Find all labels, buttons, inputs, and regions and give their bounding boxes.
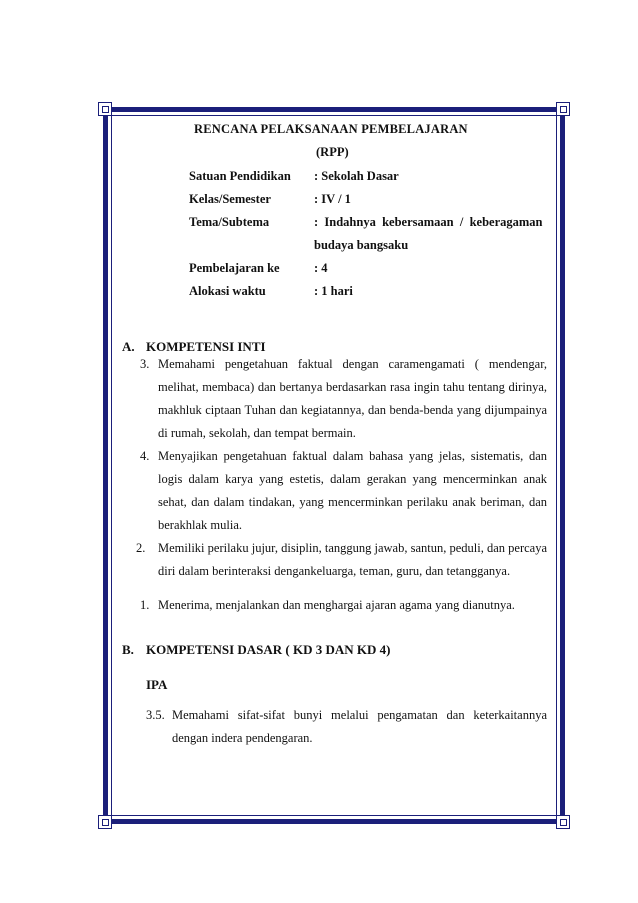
section-b-title: KOMPETENSI DASAR ( KD 3 DAN KD 4) <box>146 642 391 657</box>
section-a-letter: A. <box>122 339 135 354</box>
section-b-heading <box>122 642 390 658</box>
ki-item-text: Menerima, menjalankan dan menghargai ajaran agama yang dianutnya. <box>158 598 515 612</box>
border-inner-top <box>112 115 556 116</box>
border-bottom <box>108 819 560 824</box>
ki-item-number: 4. <box>140 449 150 463</box>
corner-ornament-top-left <box>98 102 112 116</box>
meta-label-kelas: Kelas/Semester <box>189 192 271 206</box>
meta-value-satuan: : Sekolah Dasar <box>314 169 399 183</box>
border-top <box>108 107 560 112</box>
kd-item-number: 3.5. <box>146 708 165 722</box>
ki-item-text: Menyajikan pengetahuan faktual dalam bahasa yang jelas, sistematis, dan logis dalam karya yang estetis, dalam gerakan yang mencerminkan anak sehat, dan dalam tindakan, yang mencerminkan perilaku anak beriman, dan berakhlak mulia. <box>158 449 547 532</box>
meta-value-alokasi: : 1 hari <box>314 284 353 298</box>
ki-item-number: 3. <box>140 357 150 371</box>
border-right <box>560 112 565 819</box>
border-inner-bottom <box>112 815 556 816</box>
document-title: RENCANA PELAKSANAAN PEMBELAJARAN <box>194 122 468 136</box>
corner-ornament-bottom-right <box>556 815 570 829</box>
ki-item-number: 2. <box>136 541 146 555</box>
section-a-title: KOMPETENSI INTI <box>146 339 266 354</box>
section-b-letter: B. <box>122 642 134 657</box>
ki-item-number: 1. <box>140 598 150 612</box>
subject-heading: IPA <box>146 677 168 692</box>
meta-label-alokasi: Alokasi waktu <box>189 284 266 298</box>
meta-label-pembelajaran: Pembelajaran ke <box>189 261 280 275</box>
border-left <box>103 112 108 819</box>
meta-value-tema: : Indahnya kebersamaan / keberagaman <box>314 215 543 229</box>
meta-value-tema-cont: budaya bangsaku <box>314 238 409 252</box>
ki-item-text: Memiliki perilaku jujur, disiplin, tanggung jawab, santun, peduli, dan percaya diri dalam berinteraksi dengankeluarga, teman, guru, dan tetangganya. <box>158 541 547 578</box>
meta-label-satuan: Satuan Pendidikan <box>189 169 291 183</box>
ki-item-text: Memahami pengetahuan faktual dengan caramengamati ( mendengar, melihat, membaca) dan bertanya berdasarkan rasa ingin tahu tentang dirinya, makhluk ciptaan Tuhan dan kegiatannya, dan benda-benda yang dijumpainya di rumah, sekolah, dan tempat bermain. <box>158 357 547 440</box>
corner-ornament-top-right <box>556 102 570 116</box>
meta-value-pembelajaran: : 4 <box>314 261 328 275</box>
border-inner-left <box>111 116 112 815</box>
kd-item-text: Memahami sifat-sifat bunyi melalui pengamatan dan keterkaitannya dengan indera pendengaran. <box>172 708 547 745</box>
border-inner-right <box>556 116 557 815</box>
corner-ornament-bottom-left <box>98 815 112 829</box>
meta-label-tema: Tema/Subtema <box>189 215 270 229</box>
document-subtitle: (RPP) <box>316 145 349 159</box>
meta-value-kelas: : IV / 1 <box>314 192 351 206</box>
